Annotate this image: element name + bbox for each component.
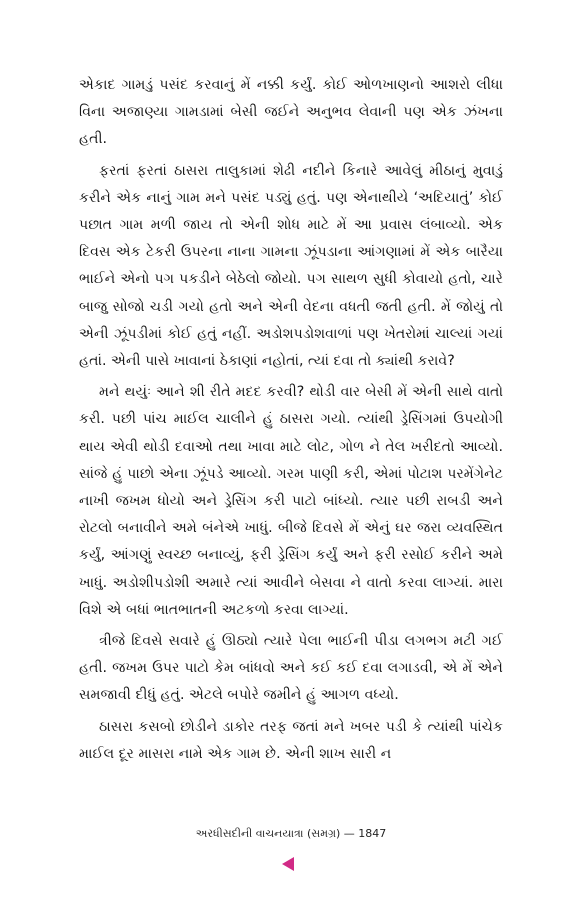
previous-page-icon[interactable]	[282, 857, 294, 871]
page-footer: અરધીસદીની વાચનયાત્રા (સમગ્ર) — 1847	[195, 827, 387, 840]
page-body	[79, 72, 503, 772]
paragraph: ફરતાં ફરતાં ઠાસરા તાલુકામાં શેઢી નદીને કિનારે આવેલું મીઠાનું મુવાડું કરીને એક નાનું ગામ મને પસંદ પડ્યું હતું. પણ એનાથીયે ‘અદિયાતું’ કોઈ પછાત ગામ મળી જાય તો એની શોધ માટે મેં આ પ્રવાસ લંબાવ્યો. એક દિવસ એક ટેકરી ઉપરના નાના ગામના ઝૂંપડાના આંગણામાં મેં એક બારૈયા ભાઈને એનો પગ પકડીને બેઠેલો જોયો. પગ સાથળ સુધી કોવાયો હતો, ચારે બાજુ સોજો ચડી ગયો હતો અને એની વેદના વધતી જતી હતી. મેં જોયું તો એની ઝૂંપડીમાં કોઈ હતું નહીં. અડોશપડોશવાળાં પણ ખેતરોમાં ચાલ્યાં ગયાં હતાં. એની પાસે ખાવાનાં ઠેકાણાં નહોતાં, ત્યાં દવા તો ક્યાંથી કરાવે?	[79, 162, 503, 370]
paragraph: ઠાસરા કસબો છોડીને ડાકોર તરફ જતાં મને ખબર પડી કે ત્યાંથી પાંચેક માઈલ દૂર માસરા નામે એક ગામ છે. એની શાખ સારી ન	[79, 718, 503, 762]
paragraph: એકાદ ગામડું પસંદ કરવાનું મેં નક્કી કર્યું. કોઈ ઓળખાણનો આશરો લીધા વિના અજાણ્યા ગામડામાં બેસી જઈને અનુભવ લેવાની પણ એક ઝંખના હતી.	[79, 77, 503, 148]
paragraph: મને થયુંઃ આને શી રીતે મદદ કરવી? થોડી વાર બેસી મેં એની સાથે વાતો કરી. પછી પાંચ માઈલ ચાલીને હું ઠાસરા ગયો. ત્યાંથી ડ્રેસિંગમાં ઉપયોગી થાય એવી થોડી દવાઓ તથા ખાવા માટે લોટ, ગોળ ને તેલ ખરીદતો આવ્યો. સાંજે હું પાછો એના ઝૂંપડે આવ્યો. ગરમ પાણી કરી, એમાં પોટાશ પરમેંગેનેટ નાખી જખમ ધોયો અને ડ્રેસિંગ કરી પાટો બાંધ્યો. ત્યાર પછી રાબડી અને રોટલો બનાવીને અમે બંનેએ ખાધું. બીજે દિવસે મેં એનું ઘર જરા વ્યવસ્થિત કર્યું, આંગણું સ્વચ્છ બનાવ્યું, ફરી ડ્રેસિંગ કર્યું અને ફરી રસોઈ કરીને અમે ખાધું. અડોશીપડોશી અમારે ત્યાં આવીને બેસવા ને વાતો કરવા લાગ્યાં. મારા વિશે એ બધાં ભાતભાતની અટકળો કરવા લાગ્યાં.	[79, 384, 503, 618]
paragraph: ત્રીજે દિવસે સવારે હું ઊઠ્યો ત્યારે પેલા ભાઈની પીડા લગભગ મટી ગઈ હતી. જખમ ઉપર પાટો કેમ બાંધવો અને કઈ કઈ દવા લગાડવી, એ મેં એને સમજાવી દીધું હતું. એટલે બપોરે જમીને હું આગળ વધ્યો.	[79, 633, 503, 704]
